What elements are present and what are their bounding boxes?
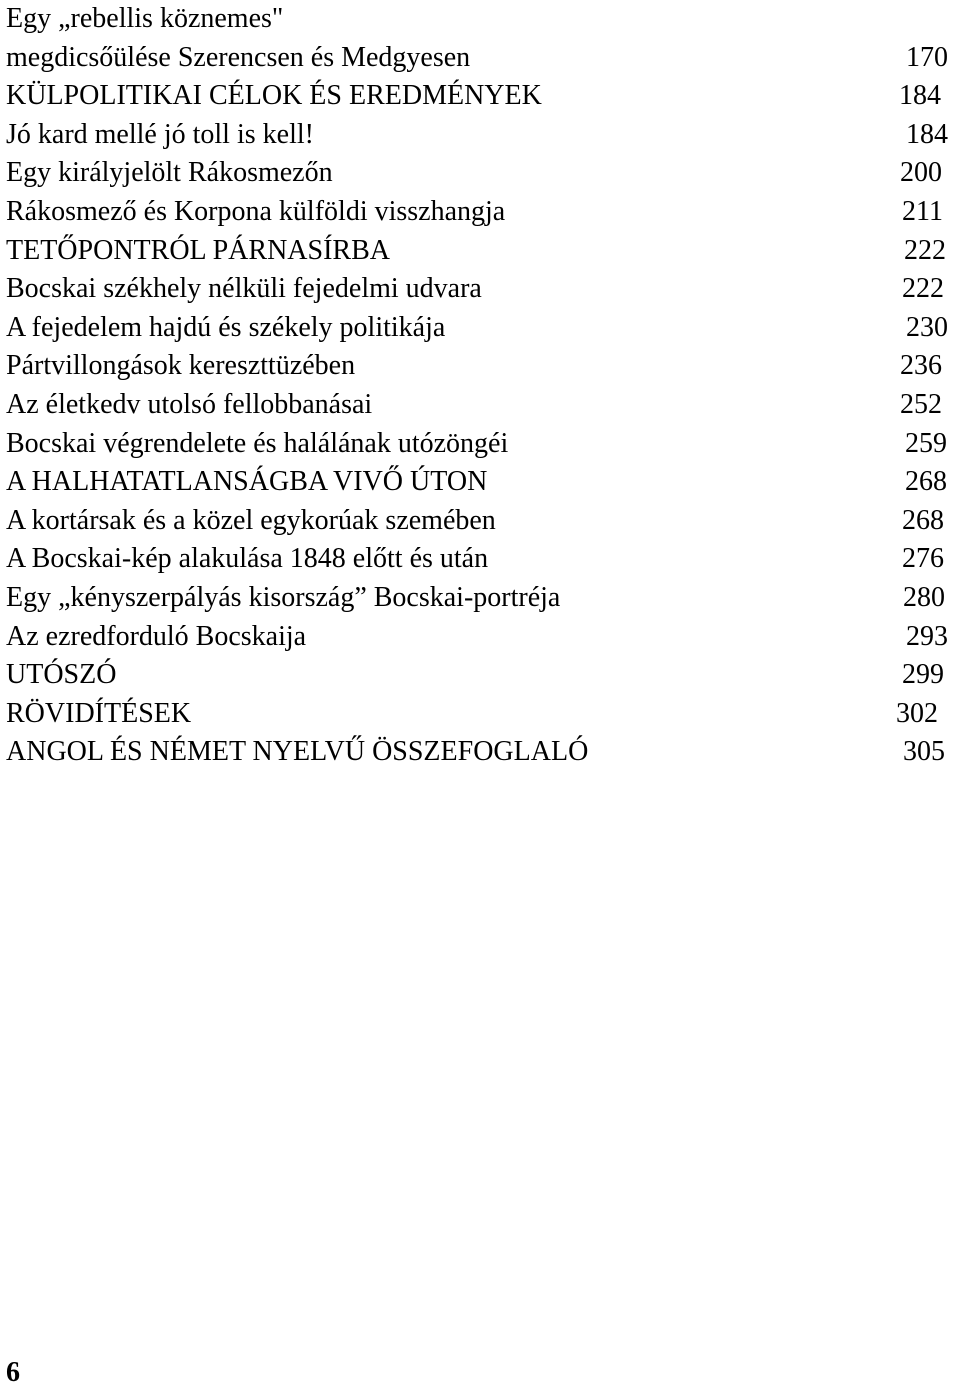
toc-entry — [6, 270, 954, 309]
toc-entry-title: Bocskai végrendelete és halálának utózöngéi — [6, 427, 509, 459]
toc-entry-page: 236 — [900, 350, 942, 382]
toc-entry-title: Bocskai székhely nélküli fejedelmi udvara — [6, 273, 482, 305]
toc-entry-page: 222 — [904, 234, 946, 266]
toc-entry-title: TETŐPONTRÓL PÁRNASÍRBA — [6, 234, 390, 266]
toc-entry-title: Az életkedv utolsó fellobbanásai — [6, 388, 373, 420]
toc-entry-page: 293 — [906, 620, 948, 652]
toc-entry-title: Az ezredforduló Bocskaija — [6, 620, 307, 652]
toc-entry-title: Egy „rebellis köznemes" — [6, 3, 284, 34]
toc-entry — [6, 425, 954, 464]
page-number: 6 — [6, 1357, 20, 1388]
toc-entry-page: 170 — [906, 41, 948, 73]
toc-entry-page: 222 — [902, 273, 944, 305]
toc-entry-page: 259 — [905, 427, 947, 459]
toc-entry-title: megdicsőülése Szerencsen és Medgyesen — [6, 41, 471, 73]
toc-entry — [6, 579, 954, 618]
toc-entry-page: 302 — [896, 697, 938, 729]
toc-entry — [6, 39, 954, 78]
toc-entry-page: 276 — [902, 543, 944, 575]
toc-entry — [6, 656, 954, 695]
toc-entry — [6, 232, 954, 271]
toc-entry — [6, 154, 954, 193]
toc-entry-page: 230 — [906, 311, 948, 343]
toc-entry-page: 268 — [902, 504, 944, 536]
toc-entry — [6, 733, 954, 772]
toc-entry — [6, 502, 954, 541]
toc-entry — [6, 309, 954, 348]
toc-entry — [6, 540, 954, 579]
toc-entry-title: RÖVIDÍTÉSEK — [6, 697, 192, 729]
toc-entry-title: ANGOL ÉS NÉMET NYELVŰ ÖSSZEFOGLALÓ — [6, 736, 589, 768]
toc-entry — [6, 695, 954, 734]
toc-entry-title: Egy királyjelölt Rákosmezőn — [6, 157, 333, 189]
toc-entry — [6, 193, 954, 232]
toc-entry-page: 252 — [900, 388, 942, 420]
toc-entry-page: 299 — [902, 659, 944, 691]
toc-entry — [6, 386, 954, 425]
toc-entry-page: 200 — [900, 157, 942, 189]
toc-entry-page: 305 — [903, 736, 945, 768]
toc-entry — [6, 77, 954, 116]
toc-entry-title: A Bocskai-kép alakulása 1848 előtt és után — [6, 543, 489, 575]
toc-entry-title: Rákosmező és Korpona külföldi visszhangja — [6, 195, 506, 227]
toc-entry — [6, 116, 954, 155]
toc-entry-page: 280 — [903, 581, 945, 613]
toc-entry-title: A kortársak és a közel egykorúak szemében — [6, 504, 496, 536]
toc-entry — [6, 463, 954, 502]
toc-entry — [6, 0, 954, 39]
toc-entry-title: A HALHATATLANSÁGBA VIVŐ ÚTON — [6, 466, 488, 498]
toc-entry-page: 184 — [899, 80, 941, 112]
toc-entry-title: KÜLPOLITIKAI CÉLOK ÉS EREDMÉNYEK — [6, 80, 542, 112]
toc-entry-page: 184 — [906, 118, 948, 150]
toc-entry — [6, 618, 954, 657]
toc-entry-title: UTÓSZÓ — [6, 659, 117, 691]
table-of-contents — [6, 0, 954, 772]
toc-entry-title: A fejedelem hajdú és székely politikája — [6, 311, 446, 343]
toc-entry-title: Jó kard mellé jó toll is kell! — [6, 118, 314, 150]
toc-entry-title: Pártvillongások kereszttüzében — [6, 350, 356, 382]
toc-entry-page: 211 — [902, 195, 943, 227]
toc-entry-page: 268 — [905, 466, 947, 498]
toc-entry — [6, 347, 954, 386]
toc-entry-title: Egy „kényszerpályás kisország” Bocskai-portréja — [6, 581, 561, 613]
